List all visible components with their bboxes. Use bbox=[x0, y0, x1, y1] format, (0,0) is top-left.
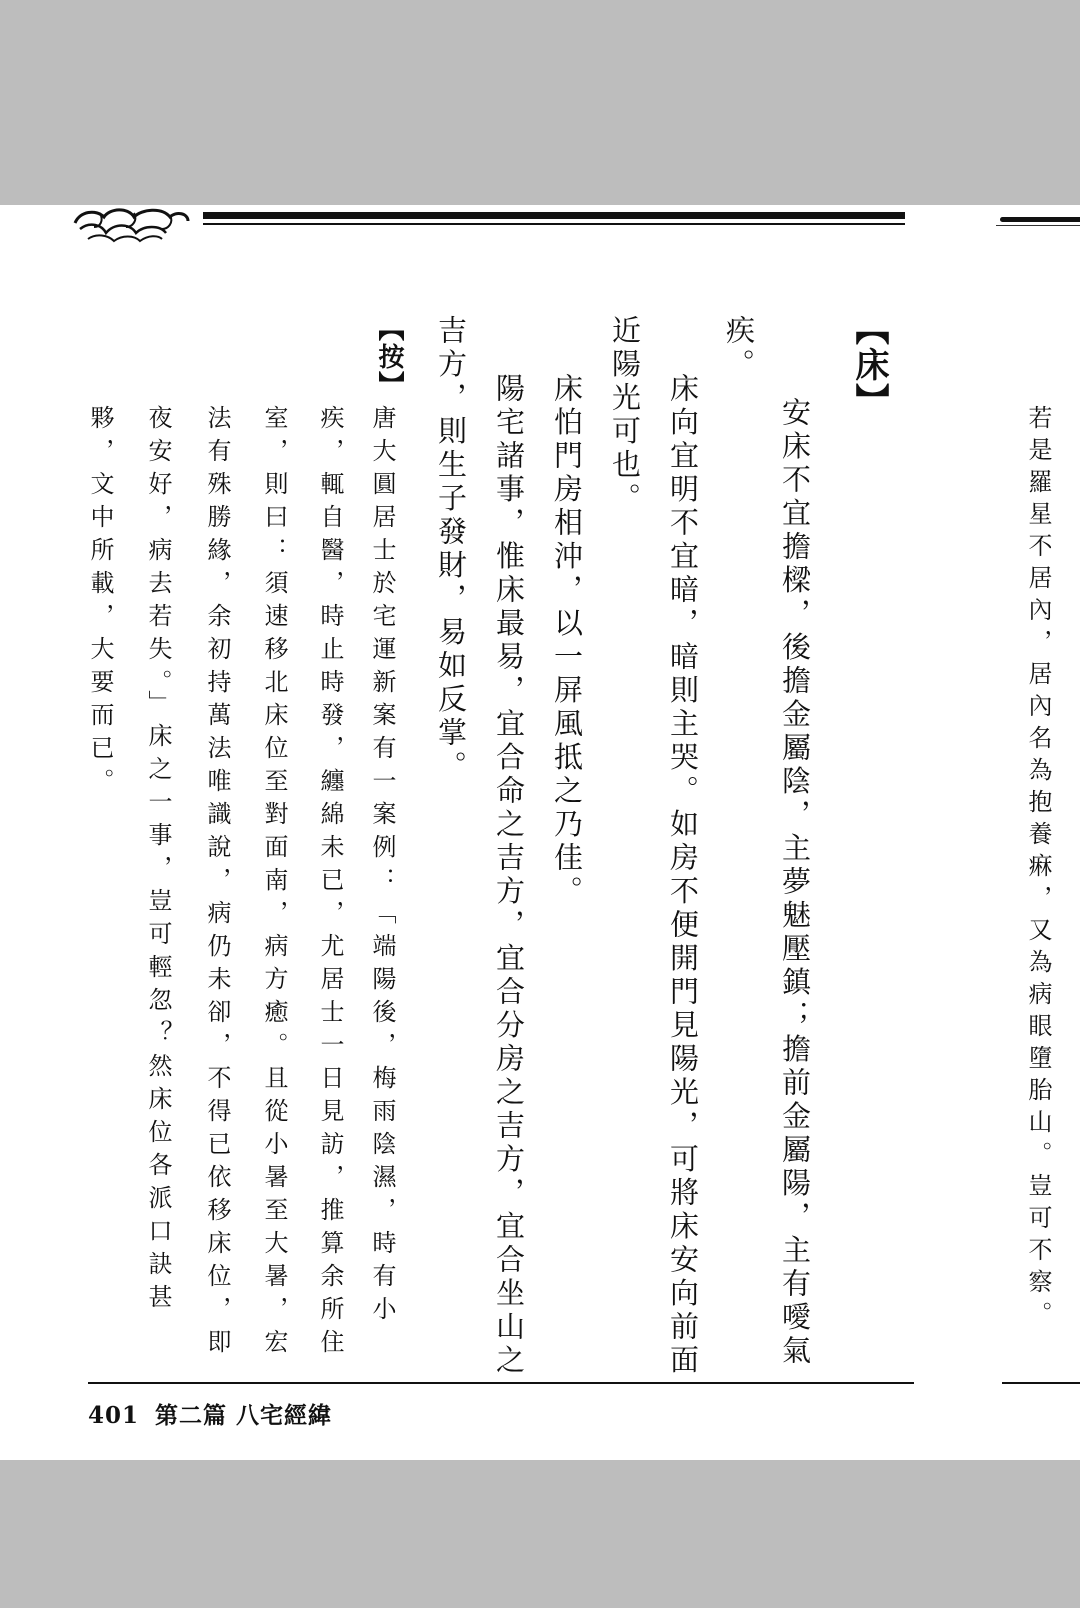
book-page bbox=[0, 205, 1080, 1460]
note-label: 【按】 bbox=[374, 315, 404, 399]
paragraph-line-6: 陽宅諸事，惟床最易，宜合命之吉方，宜合分房之吉方，宜合坐山之 bbox=[492, 373, 526, 1378]
paragraph-line-7: 吉方，則生子發財，易如反掌。 bbox=[434, 315, 468, 784]
viewer-background-bottom bbox=[0, 1460, 1080, 1608]
next-page-footer-rule bbox=[1002, 1382, 1080, 1384]
paragraph-line-5: 床怕門房相沖，以一屏風抵之乃佳。 bbox=[550, 373, 584, 909]
next-page-header-rule bbox=[1000, 217, 1080, 222]
paragraph-line-1: 安床不宜擔樑，後擔金屬陰，主夢魅壓鎮；擔前金屬陽，主有噯氣 bbox=[778, 397, 812, 1369]
header-rule-thin bbox=[203, 223, 905, 225]
section-heading: 【床】 bbox=[849, 311, 889, 419]
page-number: 401 bbox=[88, 1402, 140, 1429]
next-page-header-rule-thin bbox=[996, 225, 1080, 226]
viewer-background-top bbox=[0, 0, 1080, 205]
page-footer bbox=[88, 1397, 332, 1430]
paragraph-line-3: 床向宜明不宜暗，暗則主哭。如房不便開門見陽光，可將床安向前面 bbox=[666, 373, 700, 1378]
cloud-ornament-icon bbox=[70, 205, 195, 247]
note-line-3: 室，則曰：須速移北床位至對面南，病方癒。且從小暑至大暑，宏 bbox=[260, 405, 288, 1362]
note-line-5: 夜安好，病去若失。」床之一事，豈可輕忽？然床位各派口訣甚 bbox=[144, 405, 172, 1317]
header-rule-thick bbox=[203, 212, 905, 219]
footer-title: 第二篇 八宅經緯 bbox=[155, 1402, 333, 1429]
footer-rule bbox=[88, 1382, 914, 1384]
next-page-column: 若是羅星不居內，居內名為抱養痳，又為病眼墮胎山。豈可不察。 bbox=[1024, 405, 1052, 1333]
note-line-6: 夥，文中所載，大要而已。 bbox=[86, 405, 114, 801]
paragraph-line-2: 疾。 bbox=[722, 315, 756, 382]
paragraph-line-4: 近陽光可也。 bbox=[608, 315, 642, 516]
note-line-4: 法有殊勝緣，余初持萬法唯識說，病仍未卻，不得已依移床位，即 bbox=[203, 405, 231, 1362]
note-line-1: 唐大圓居士於宅運新案有一案例：「端陽後，梅雨陰濕，時有小 bbox=[368, 405, 396, 1329]
note-line-2: 疾，輒自醫，時止時發，纏綿未已，尤居士一日見訪，推算余所住 bbox=[316, 405, 344, 1362]
